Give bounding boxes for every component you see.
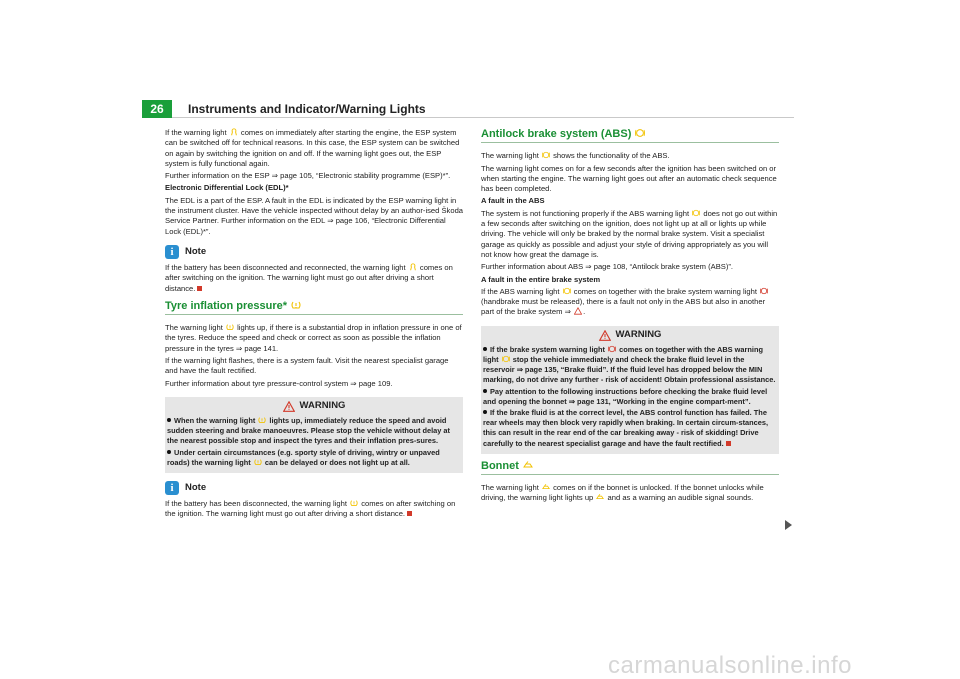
text: comes on if the bonnet is unlocked. If the bonnet unlocks while driving, the warning light lights up [481, 483, 764, 503]
page-header [0, 100, 960, 118]
text: If the battery has been disconnected, the warning light [165, 498, 347, 508]
bullet-icon [483, 347, 487, 351]
tyre-pressure-icon [254, 458, 262, 466]
bonnet-icon [523, 460, 533, 470]
text: lights up, if there is a substantial drop in inflation pressure in one of the tyres. Reduce the speed and check or correct as soon as possible the inflation pressure in the tyres ⇒ page 141. [165, 323, 462, 353]
info-icon: i [165, 481, 179, 495]
end-mark-icon [726, 441, 731, 446]
abs-warning-icon [502, 355, 510, 363]
warning-triangle-icon [599, 330, 611, 341]
bonnet-icon [596, 493, 604, 501]
abs-paragraph-5: If the ABS warning light comes on together with the brake system warning light (handbrake must be released), there is a fault not only in the ABS but also in another part of the brake system ⇒ . [481, 287, 779, 318]
edl-heading: Electronic Differential Lock (EDL)* [165, 183, 289, 193]
text: comes on together with the brake system warning light [573, 286, 757, 296]
text: The warning light [481, 151, 539, 161]
note-paragraph [165, 263, 463, 294]
text: (handbrake must be released), there is a fault not only in the ABS but also in another part of the brake system ⇒ [481, 297, 766, 317]
text: If the brake system warning light [490, 344, 605, 354]
text: The system is not functioning properly if the ABS warning light [481, 208, 690, 218]
end-mark-icon [407, 511, 412, 516]
abs-paragraph-4: Further information about ABS ⇒ page 108, “Antilock brake system (ABS)”. [481, 262, 734, 272]
abs-warning-icon [563, 287, 571, 295]
text: Pay attention to the following instructions before checking the brake fluid level and opening the bonnet ⇒ page 131, “Working in the engine compart-ment”. [483, 386, 768, 406]
warning-title: WARNING [299, 400, 346, 412]
abs-paragraph-2: The warning light comes on for a few seconds after the ignition has been switched on or when starting the engine. The warning light goes out after an automatic check sequence has been completed. [481, 163, 777, 194]
text: If the ABS warning light [481, 286, 560, 296]
text: If the battery has been disconnected and reconnected, the warning light [165, 262, 406, 272]
abs-warning-icon [542, 151, 550, 159]
abs-warning-icon [635, 128, 645, 138]
tyre-paragraph-1 [165, 323, 463, 354]
abs-paragraph-1 [481, 151, 779, 161]
text: and as a warning an audible signal sounds. [607, 493, 754, 503]
section-heading-bonnet [481, 460, 779, 475]
warning-item [167, 416, 461, 447]
warning-triangle-icon [283, 401, 295, 412]
text: Under certain circumstances (e.g. sporty style of driving, wintry or unpaved roads) the warning light [167, 447, 440, 467]
brake-warning-icon [760, 287, 768, 295]
text: The warning light [165, 323, 223, 333]
note-title: Note [185, 481, 207, 493]
tyre-pressure-icon [226, 323, 234, 331]
text: shows the functionality of the ABS. [553, 151, 670, 161]
section-heading-abs [481, 128, 779, 143]
note-paragraph [165, 499, 463, 520]
esp-info-paragraph: Further information on the ESP ⇒ page 105, “Electronic stability programme (ESP)*”. [165, 171, 451, 181]
bullet-icon [167, 450, 171, 454]
left-column [165, 128, 463, 522]
bonnet-icon [542, 483, 550, 491]
bullet-icon [167, 418, 171, 422]
bullet-icon [483, 389, 487, 393]
text: can be delayed or does not light up at all. [264, 457, 410, 467]
esp-warning-icon [409, 263, 417, 271]
abs-paragraph-3 [481, 209, 779, 260]
text: When the warning light [174, 415, 256, 425]
info-icon: i [165, 245, 179, 259]
abs-fault-heading: A fault in the ABS [481, 196, 545, 206]
tyre-pressure-icon [291, 300, 301, 310]
text: comes on after switching on the ignition. The warning light must go out after driving a short distance. [165, 262, 453, 293]
tyre-paragraph-3: Further information about tyre pressure-control system ⇒ page 109. [165, 378, 393, 388]
bullet-icon [483, 410, 487, 414]
bonnet-paragraph [481, 483, 779, 504]
warning-box [481, 326, 779, 454]
esp-warning-icon [230, 128, 238, 136]
text: comes on together with the ABS warning light [483, 344, 763, 364]
text: lights up, immediately reduce the speed and avoid sudden steering and brake manoeuvres. Please stop the vehicle without delay at the nearest possible stop and inspect the tyres and their inflation pres-sures. [167, 415, 450, 446]
tyre-pressure-icon [350, 499, 358, 507]
warning-heading [167, 401, 461, 412]
right-column [481, 128, 779, 506]
text: The warning light [481, 483, 539, 493]
warning-item [483, 345, 777, 386]
warning-box [165, 397, 463, 473]
note-heading [165, 245, 463, 259]
end-mark-icon [197, 286, 202, 291]
text: does not go out within a few seconds after switching on the ignition, does not light up at all or lights up while driving. The vehicle will only be braked by the normal brake system. Visit a specialist garage as quickly as possible and adjust your style of driving appropriately as you will not know how great the damage is. [481, 208, 778, 259]
warning-title: WARNING [615, 329, 662, 341]
brake-warning-icon [608, 345, 616, 353]
esp-paragraph [165, 128, 463, 169]
watermark: carmanualsonline.info [608, 652, 852, 679]
note-title: Note [185, 245, 207, 257]
text: comes on immediately after starting the engine, the ESP system can be switched off for technical reasons. In this case, the ESP system can be switched on again by switching the ignition on and off. If the warning light goes out, the ESP system is fully functional again. [165, 128, 460, 168]
page-number: 26 [142, 100, 172, 118]
tyre-paragraph-2: If the warning light flashes, there is a system fault. Visit the nearest specialist garage and have the fault rectified. [165, 356, 449, 376]
running-title: Instruments and Indicator/Warning Lights [188, 102, 426, 116]
text: Bonnet [481, 459, 519, 472]
text: If the warning light [165, 128, 227, 137]
section-heading-tyre [165, 300, 463, 315]
abs-warning-icon [692, 209, 700, 217]
text: If the brake fluid is at the correct level, the ABS control function has failed. The rear wheels may then block very rapidly when braking. In certain circum-stances, this can result in the rear end of the car breaking away - risk of skidding! Drive carefully to the nearest specialist garage and have the fault rectified. [483, 407, 769, 448]
tyre-pressure-icon [258, 416, 266, 424]
header-divider [172, 117, 794, 118]
text: Tyre inflation pressure* [165, 299, 288, 312]
text: stop the vehicle immediately and check the brake fluid level in the reservoir ⇒ page 135, “Brake fluid”. If the fluid level has dropped below the MIN marking, do not drive any further - risk of accident! Obtain professional assistance. [483, 354, 776, 385]
warning-item [483, 408, 777, 449]
edl-paragraph: The EDL is a part of the ESP. A fault in the EDL is indicated by the ESP warning light in the instrument cluster. Have the vehicle inspected without delay by an author-ised Škoda Service Partner. Further information on the EDL ⇒ page 106, “Electronic Differential Lock (EDL)*”. [165, 195, 464, 236]
warning-item [483, 387, 777, 407]
warning-triangle-icon [574, 307, 582, 315]
next-page-arrow-icon[interactable] [785, 520, 792, 530]
warning-item [167, 448, 461, 468]
warning-heading [483, 330, 777, 341]
note-heading [165, 481, 463, 495]
text: comes on after switching on the ignition. The warning light must go out after driving a short distance. [165, 498, 456, 519]
text: Antilock brake system (ABS) [481, 128, 632, 140]
brake-fault-heading: A fault in the entire brake system [481, 274, 601, 284]
